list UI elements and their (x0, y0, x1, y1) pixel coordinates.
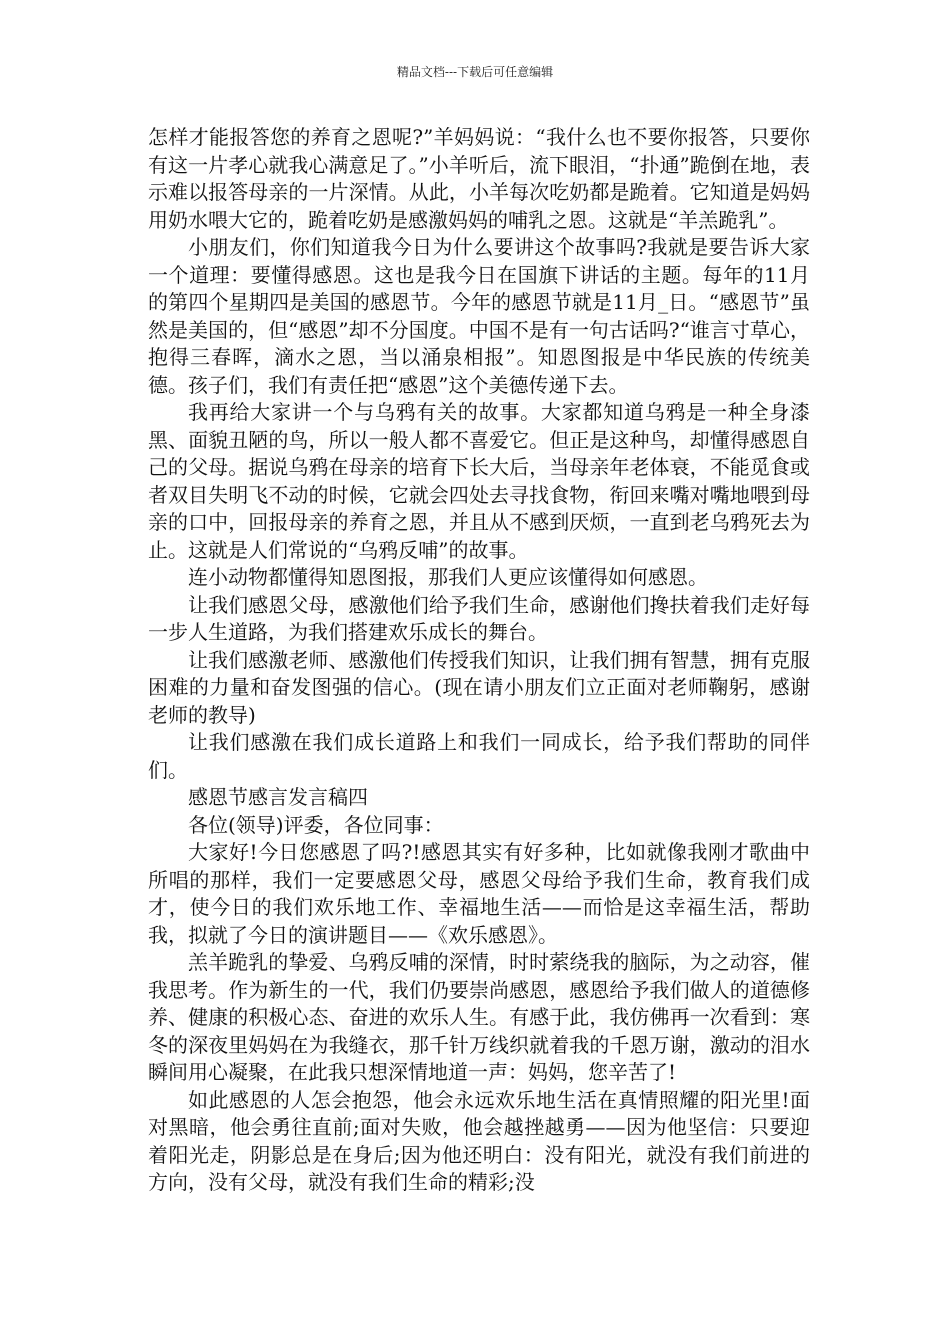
section-heading: 感恩节感言发言稿四 (188, 785, 368, 809)
paragraph-7: 让我们感激在我们成长道路上和我们一同成长，给予我们帮助的同伴们。 (148, 730, 810, 782)
paragraph-10: 大家好!今日您感恩了吗?!感恩其实有好多种，比如就像我刚才歌曲中所唱的那样，我们一定要感恩父母，感恩父母给予我们生命，教育我们成才，使今日的我们欢乐地工作、幸福地生活——而恰是这幸福生活，帮助我，拟就了今日的演讲题目——《欢乐感恩》。 (148, 840, 810, 947)
paragraph-11: 羔羊跪乳的挚爱、乌鸦反哺的深情，时时萦绕我的脑际，为之动容，催我思考。作为新生的一代，我们仍要崇尚感恩，感恩给予我们做人的道德修养、健康的积极心态、奋进的欢乐人生。有感于此，我仿佛再一次看到：寒冬的深夜里妈妈在为我缝衣，那千针万线织就着我的千恩万谢，激动的泪水瞬间用心凝聚，在此我只想深情地道一声：妈妈，您辛苦了! (148, 950, 810, 1084)
paragraph-3: 我再给大家讲一个与乌鸦有关的故事。大家都知道乌鸦是一种全身漆黑、面貌丑陋的鸟，所以一般人都不喜爱它。但正是这种鸟，却懂得感恩自己的父母。据说乌鸦在母亲的培育下长大后，当母亲年老体衰，不能觅食或者双目失明飞不动的时候，它就会四处去寻找食物，衔回来嘴对嘴地喂到母亲的口中，回报母亲的养育之恩，并且从不感到厌烦，一直到老乌鸦死去为止。这就是人们常说的“乌鸦反哺”的故事。 (148, 400, 810, 562)
paragraph-1: 怎样才能报答您的养育之恩呢?”羊妈妈说：“我什么也不要你报答，只要你有这一片孝心就我心满意足了。”小羊听后，流下眼泪，“扑通”跪倒在地，表示难以报答母亲的一片深情。从此，小羊每次吃奶都是跪着。它知道是妈妈用奶水喂大它的，跪着吃奶是感激妈妈的哺乳之恩。这就是“羊羔跪乳”。 (148, 125, 810, 232)
paragraph-5: 让我们感恩父母，感激他们给予我们生命，感谢他们搀扶着我们走好每一步人生道路，为我们搭建欢乐成长的舞台。 (148, 592, 810, 644)
salutation: 各位(领导)评委，各位同事： (188, 812, 444, 837)
paragraph-12: 如此感恩的人怎会抱怨，他会永远欢乐地生活在真情照耀的阳光里!面对黑暗，他会勇往直前;面对失败，他会越挫越勇——因为他坚信：只要迎着阳光走，阴影总是在身后;因为他还明白：没有阳光，就没有我们前进的方向，没有父母，就没有我们生命的精彩;没 (148, 1087, 810, 1194)
page-header: 精品文档---下载后可任意编辑 (396, 65, 554, 79)
paragraph-2: 小朋友们，你们知道我今日为什么要讲这个故事吗?我就是要告诉大家一个道理：要懂得感恩。这也是我今日在国旗下讲话的主题。每年的11月的第四个星期四是美国的感恩节。今年的感恩节就是11月_日。“感恩节”虽然是美国的，但“感恩”却不分国度。中国不是有一句古话吗?“谁言寸草心，抱得三春晖，滴水之恩，当以涌泉相报”。知恩图报是中华民族的传统美德。孩子们，我们有责任把“感恩”这个美德传递下去。 (148, 235, 810, 397)
document-body (148, 124, 810, 1197)
paragraph-4: 连小动物都懂得知恩图报，那我们人更应该懂得如何感恩。 (188, 565, 708, 589)
paragraph-6: 让我们感激老师、感激他们传授我们知识，让我们拥有智慧，拥有克服困难的力量和奋发图强的信心。(现在请小朋友们立正面对老师鞠躬，感谢老师的教导) (148, 647, 810, 727)
